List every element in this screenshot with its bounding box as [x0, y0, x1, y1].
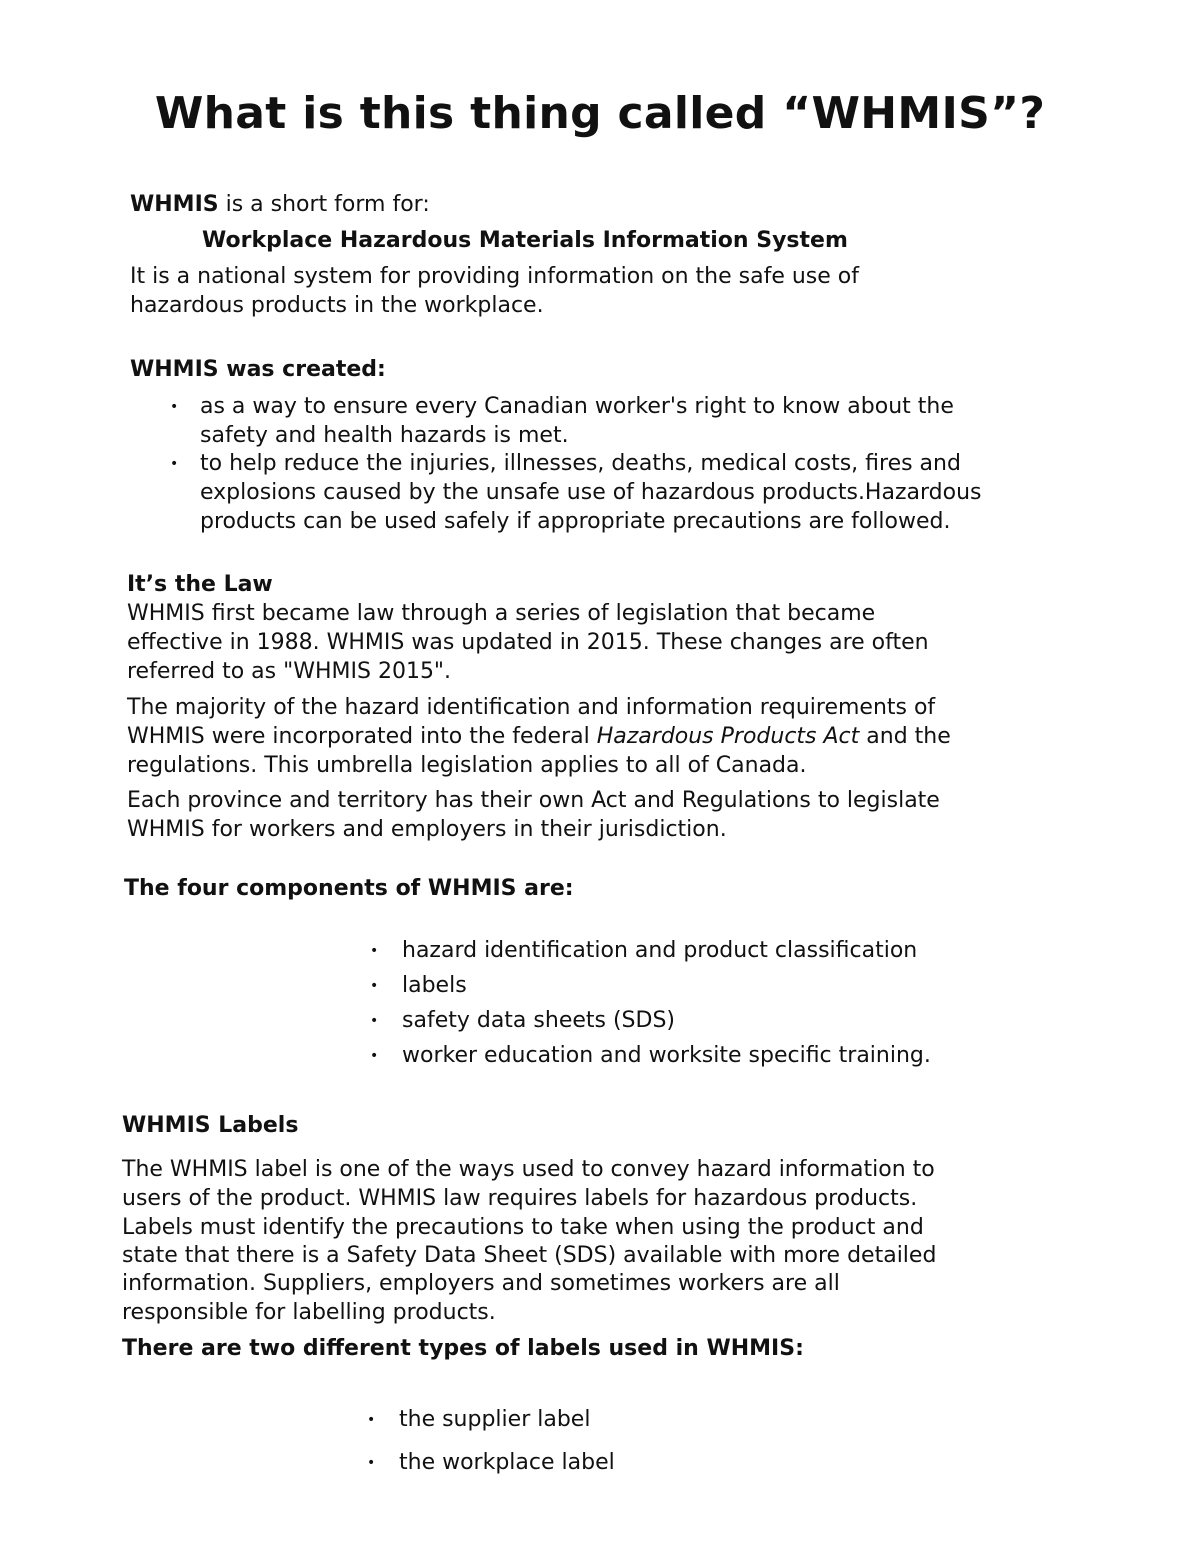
labels-p-line-4: state that there is a Safety Data Sheet (SDS) available with more detailed [122, 1243, 937, 1268]
created-bullet-2-line-3: products can be used safely if appropriate precautions are followed. [200, 509, 951, 534]
intro-term: WHMIS [130, 192, 219, 217]
created-bullet-1-line-1: as a way to ensure every Canadian worker's right to know about the [200, 394, 954, 419]
law-p3-line-2: WHMIS for workers and employers in their jurisdiction. [127, 817, 727, 842]
law-p1-line-3: referred to as "WHMIS 2015". [127, 659, 452, 684]
intro-desc-line-1: It is a national system for providing information on the safe use of [130, 264, 859, 289]
bullet-icon: • [370, 1048, 379, 1064]
component-item: safety data sheets (SDS) [402, 1008, 676, 1033]
label-type-item: the supplier label [399, 1407, 591, 1432]
bullet-icon: • [370, 1013, 379, 1029]
bullet-icon: • [370, 943, 379, 959]
law-p2-line-3: regulations. This umbrella legislation applies to all of Canada. [127, 753, 807, 778]
intro-desc-line-2: hazardous products in the workplace. [130, 293, 544, 318]
labels-p-line-3: Labels must identify the precautions to take when using the product and [122, 1215, 924, 1240]
component-item: worker education and worksite specific training. [402, 1043, 931, 1068]
created-bullet-2-line-2: explosions caused by the unsafe use of hazardous products.Hazardous [200, 480, 982, 505]
law-p1-line-1: WHMIS first became law through a series of legislation that became [127, 601, 876, 626]
created-bullet-1-line-2: safety and health hazards is met. [200, 423, 569, 448]
full-name: Workplace Hazardous Materials Information System [202, 228, 848, 253]
law-p1-line-2: effective in 1988. WHMIS was updated in 2015. These changes are often [127, 630, 929, 655]
labels-p-line-2: users of the product. WHMIS law requires labels for hazardous products. [122, 1186, 918, 1211]
law-p2-text: WHMIS were incorporated into the federal [127, 724, 597, 749]
intro-line [130, 190, 430, 219]
intro-rest: is a short form for: [218, 192, 430, 217]
label-types-heading: There are two different types of labels used in WHMIS: [122, 1336, 804, 1361]
law-p3-line-1: Each province and territory has their own Act and Regulations to legislate [127, 788, 940, 813]
label-type-item: the workplace label [399, 1450, 615, 1475]
labels-p-line-5: information. Suppliers, employers and sometimes workers are all [122, 1271, 840, 1296]
component-item: hazard identification and product classification [402, 938, 918, 963]
component-item: labels [402, 973, 467, 998]
bullet-icon: • [367, 1455, 376, 1471]
components-heading: The four components of WHMIS are: [124, 876, 574, 901]
labels-heading: WHMIS Labels [122, 1113, 299, 1138]
created-bullet-2-line-1: to help reduce the injuries, illnesses, deaths, medical costs, fires and [200, 451, 961, 476]
bullet-icon: • [170, 456, 179, 472]
law-heading: It’s the Law [127, 572, 273, 597]
act-name: Hazardous Products Act [596, 724, 860, 749]
law-p2-line-2 [127, 722, 951, 751]
law-p2-line-1: The majority of the hazard identification and information requirements of [127, 695, 936, 720]
labels-p-line-1: The WHMIS label is one of the ways used to convey hazard information to [122, 1157, 935, 1182]
bullet-icon: • [370, 978, 379, 994]
created-heading: WHMIS was created: [130, 357, 386, 382]
bullet-icon: • [170, 399, 179, 415]
page-title: What is this thing called “WHMIS”? [154, 88, 1046, 139]
bullet-icon: • [367, 1412, 376, 1428]
labels-p-line-6: responsible for labelling products. [122, 1300, 496, 1325]
law-p2-text-end: and the [859, 724, 951, 749]
